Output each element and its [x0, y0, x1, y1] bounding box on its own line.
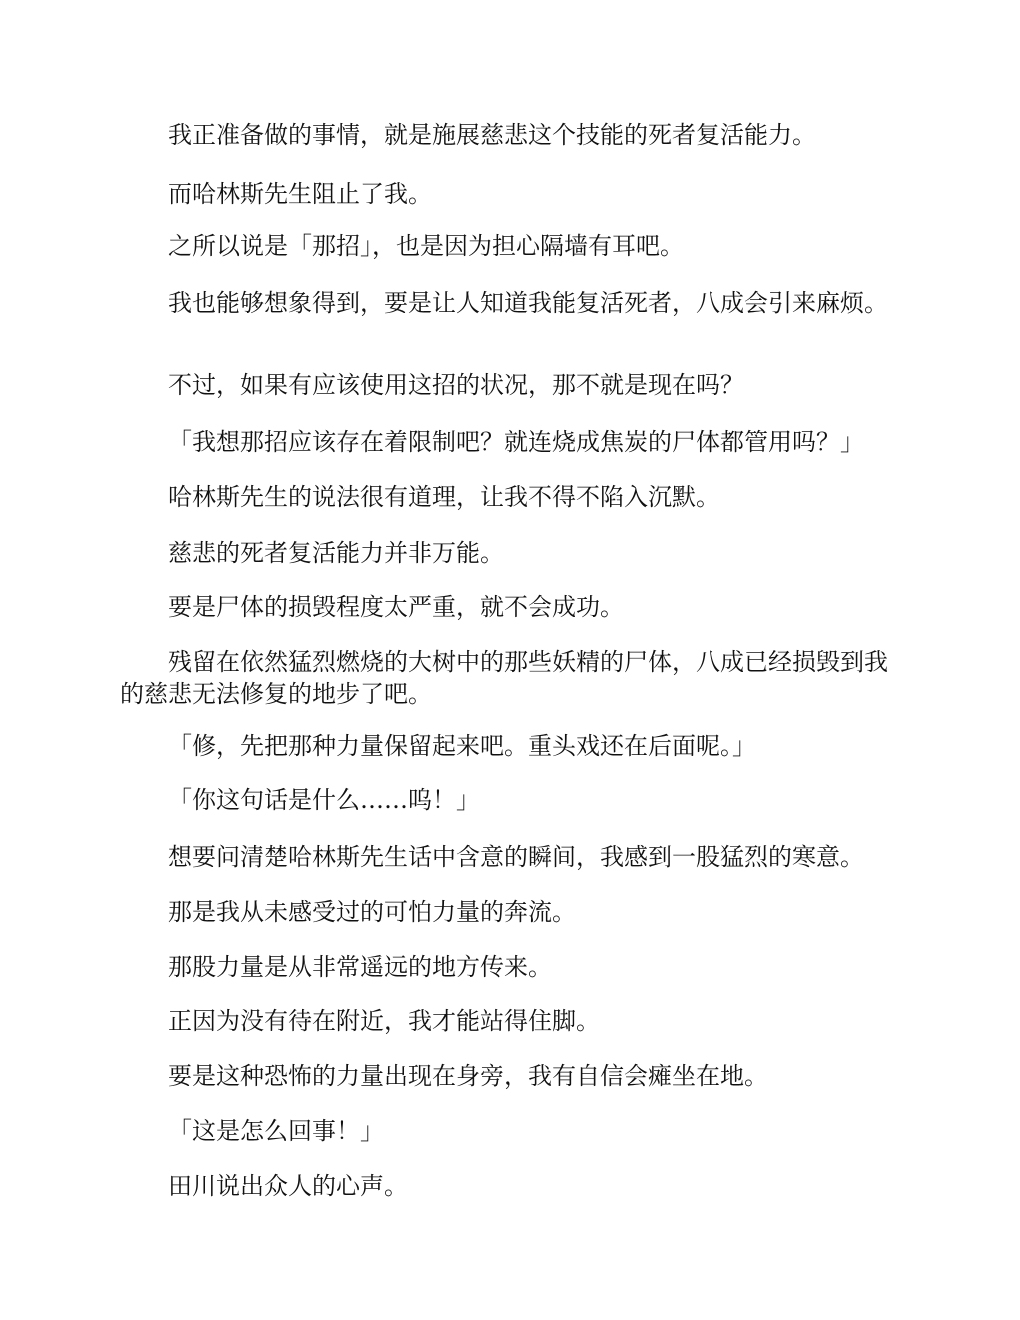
paragraph-15: 那股力量是从非常遥远的地方传来。	[168, 953, 552, 981]
paragraph-10: 残留在依然猛烈燃烧的大树中的那些妖精的尸体，八成已经损毁到我的慈悲无法修复的地步了吧。	[120, 648, 888, 708]
paragraph-4: 我也能够想象得到，要是让人知道我能复活死者，八成会引来麻烦。	[168, 289, 888, 317]
paragraph-2: 而哈林斯先生阻止了我。	[168, 180, 432, 208]
paragraph-5: 不过，如果有应该使用这招的状况，那不就是现在吗？	[168, 371, 744, 399]
paragraph-14: 那是我从未感受过的可怕力量的奔流。	[168, 898, 576, 926]
paragraph-12: 「你这句话是什么……呜！」	[168, 786, 480, 814]
paragraph-7: 哈林斯先生的说法很有道理，让我不得不陷入沉默。	[168, 483, 720, 511]
paragraph-13: 想要问清楚哈林斯先生话中含意的瞬间，我感到一股猛烈的寒意。	[168, 843, 864, 871]
paragraph-3: 之所以说是「那招」，也是因为担心隔墙有耳吧。	[168, 232, 684, 260]
paragraph-8: 慈悲的死者复活能力并非万能。	[168, 539, 504, 567]
paragraph-9: 要是尸体的损毁程度太严重，就不会成功。	[168, 593, 624, 621]
paragraph-16: 正因为没有待在附近，我才能站得住脚。	[168, 1007, 600, 1035]
paragraph-1: 我正准备做的事情，就是施展慈悲这个技能的死者复活能力。	[168, 121, 816, 149]
paragraph-19: 田川说出众人的心声。	[168, 1172, 408, 1200]
paragraph-11: 「修，先把那种力量保留起来吧。重头戏还在后面呢。」	[168, 732, 756, 760]
paragraph-17: 要是这种恐怖的力量出现在身旁，我有自信会瘫坐在地。	[168, 1062, 768, 1090]
paragraph-18: 「这是怎么回事！」	[168, 1117, 384, 1145]
paragraph-6: 「我想那招应该存在着限制吧？就连烧成焦炭的尸体都管用吗？」	[168, 428, 864, 456]
